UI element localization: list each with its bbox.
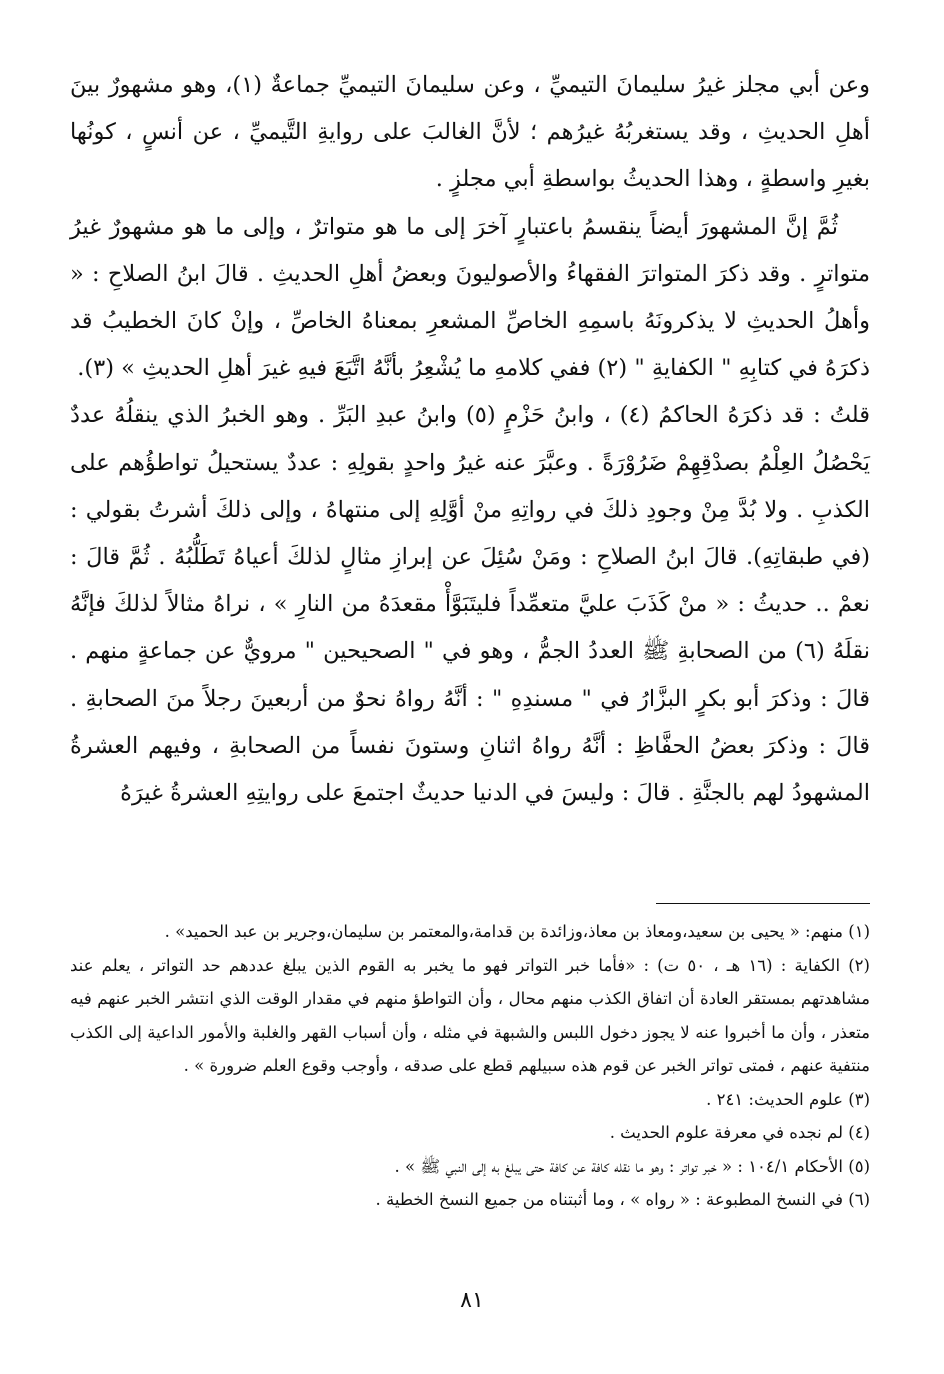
footnote-number: (٢) [848,955,870,975]
paragraph-1: وعن أبي مجلز غيرُ سليمانَ التيميِّ ، وعن سليمانَ التيميِّ جماعةٌ (١)، وهو مشهورٌ بينَ أهلِ الحديثِ ، وقد يستغربُهُ غيرُهم ؛ لأنَّ الغالبَ على روايةِ التَّيميِّ ، عن أنسٍ ، كونُها بغيرِ واسطةٍ ، وهذا الحديثُ بواسطةِ أبي مجلزٍ . [70,72,870,193]
footnote-number: (٤) [848,1123,870,1142]
page-number: ٨١ [460,1288,484,1313]
footnote-text: الأحكام ١٠٤/١ : « خبر تواتر : وهو ما نقله كافة عن كافة حتى يبلغ به إلى النبي ﷺ » . [394,1156,843,1176]
footnote-number: (٦) [848,1190,870,1209]
footnote-text: الكفاية : (١٦ هـ ، ٥٠ ت) : «فأما خبر التواتر فهو ما يخبر به القوم الذين يبلغ عددهم حد التواتر ، يعلم عند مشاهدتهم بمستقر العادة أن اتفاق الكذب منهم محال ، وأن التواطؤ منهم في مقدار الوقت الذي انتشر الخبر عنهم فيه متعذر ، وأن ما أخبروا عنه لا يجوز دخول اللبس والشبهة في مثله ، وأن أسباب القهر والغلبة والأمور الداعية إلى الكذب منتفية عنهم ، فمتى تواتر الخبر عن قوم هذه سبيلهم قطع على صدقه ، وأوجب وقوع العلم ضرورة » . [70,955,870,1075]
footnote-2 [70,949,870,1083]
footnote-6 [70,1183,870,1217]
footnote-number: (١) [848,922,870,941]
footnote-4 [70,1116,870,1150]
footnote-5 [70,1150,870,1184]
footnote-text: منهم: « يحيى بن سعيد،ومعاذ بن معاذ،وزائدة بن قدامة،والمعتمر بن سليمان،وجرير بن عبد الحميد» . [164,922,843,941]
paragraph-3: قلتُ : قد ذكرَهُ الحاكمُ (٤) ، وابنُ حَزْمٍ (٥) وابنُ عبدِ البَرِّ . وهو الخبرُ الذي ينقلُهُ عددٌ يَحْصُلُ العِلْمُ بصدْقِهِمْ ضَرُوْرَةً . وعبَّرَ عنه غيرُ واحدٍ بقولِهِ : عددٌ يستحيلُ تواطؤُهم على الكذبِ . ولا بُدَّ مِنْ وجودِ ذلكَ في رواتِهِ منْ أوَّلِهِ إلى منتهاهُ ، وإلى ذلكَ أشرتُ بقولي : (في طبقاتِهِ). قالَ ابنُ الصلاحِ : ومَنْ سُئِلَ عن إبرازِ مثالٍ لذلكَ أعياهُ تَطَلُّبُهُ . ثُمَّ قالَ : نعمْ .. حديثُ : « منْ كَذَبَ عليَّ متعمِّداً فليتَبَوَّأْ مقعدَهُ من النارِ » ، نراهُ مثالاً لذلكَ فإنَّهُ نقلَهُ (٦) من الصحابةِ ﷺ العددُ الجمُّ ، وهو في " الصحيحين " مرويٌّ عن جماعةٍ منهم . قالَ : وذكرَ أبو بكرٍ البزَّارُ في " مسندِهِ " : أنَّهُ رواهُ نحوٌ من أربعينَ رجلاً منَ الصحابةِ . قالَ : وذكرَ بعضُ الحفَّاظِ : أنَّهُ رواهُ اثنانِ وستونَ نفساً من الصحابةِ ، وفيهم العشرةُ المشهودُ لهم بالجنَّةِ . قالَ : وليسَ في الدنيا حديثٌ اجتمعَ على روايتِهِ العشرةُ غيرَهُ [70,402,870,807]
footnote-1 [70,915,870,949]
main-text [70,62,870,817]
footnote-3 [70,1083,870,1117]
footnote-text: في النسخ المطبوعة : « رواه » ، وما أثبتناه من جميع النسخ الخطية . [375,1190,843,1209]
footnote-number: (٥) [848,1156,870,1176]
footnote-text: لم نجده في معرفة علوم الحديث . [609,1123,843,1142]
footnote-text: علوم الحديث: ٢٤١ . [706,1089,843,1109]
footnote-separator [656,903,870,904]
paragraph-2: ثُمَّ إنَّ المشهورَ أيضاً ينقسمُ باعتبارٍ آخرَ إلى ما هو متواترٌ ، وإلى ما هو مشهورٌ غيرُ متواترٍ . وقد ذكرَ المتواترَ الفقهاءُ والأصوليونَ وبعضُ أهلِ الحديثِ . قالَ ابنُ الصلاحِ : « وأهلُ الحديثِ لا يذكرونَهُ باسمِهِ الخاصِّ المشعرِ بمعناهُ الخاصِّ ، وإنْ كانَ الخطيبُ قد ذكرَهُ في كتابِهِ " الكفايةِ " (٢) ففي كلامهِ ما يُشْعِرُ بأنَّهُ اتَّبَعَ فيهِ غيرَ أهلِ الحديثِ » (٣). [70,213,870,382]
footnotes [70,915,870,1217]
footnote-number: (٣) [848,1089,870,1109]
